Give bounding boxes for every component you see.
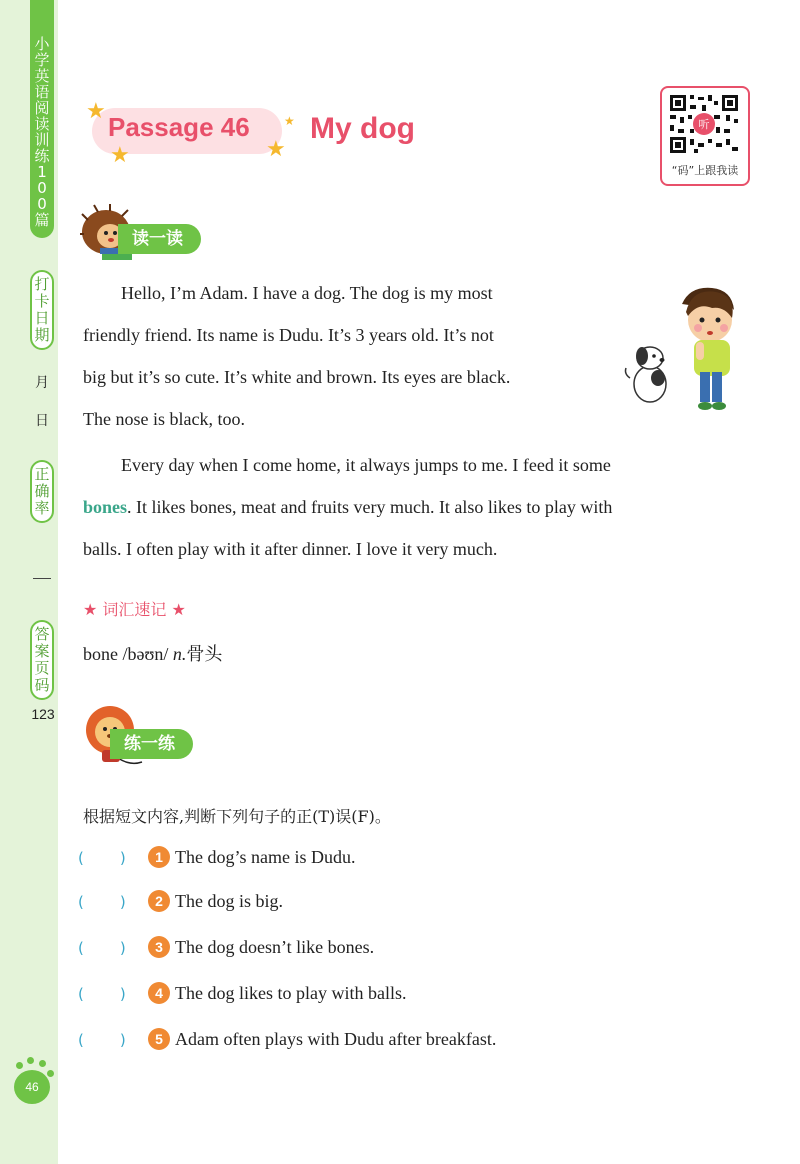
question-row <box>78 842 355 872</box>
question-number: 2 <box>148 890 170 912</box>
listen-badge: 听 <box>698 118 710 131</box>
vocab-entry <box>83 640 222 666</box>
accuracy-label <box>30 460 54 523</box>
passage-number: Passage 46 <box>108 112 250 142</box>
question-number: 5 <box>148 1028 170 1050</box>
answer-blank[interactable]: ( ) <box>78 985 126 1003</box>
vocab-heading: ★ 词汇速记 ★ <box>83 600 186 619</box>
paragraph-line: balls. I often play with it after dinner. I love it very much. <box>83 539 498 559</box>
question-text: The dog doesn’t like bones. <box>175 937 375 957</box>
answer-page-label <box>30 620 54 700</box>
question-row <box>78 932 374 962</box>
book-title-char: 读 <box>34 115 50 133</box>
vocab-part-of-speech: n. <box>172 644 187 664</box>
question-text: The dog’s name is Dudu. <box>175 847 356 867</box>
checkin-char: 期 <box>34 326 50 344</box>
passage-title: My dog <box>310 112 415 145</box>
read-section-tag: 读一读 <box>118 224 201 254</box>
accuracy-blank-line <box>33 578 51 579</box>
paw-toe-4 <box>47 1070 54 1077</box>
paragraph-text: . It likes bones, meat and fruits very much. It also likes to play with <box>127 497 613 517</box>
passage-header <box>86 100 506 170</box>
boy-with-dog-illustration <box>620 282 750 422</box>
paragraph-line <box>83 486 748 528</box>
book-title-char: 1 <box>37 163 47 181</box>
vocab-keyword: bones <box>83 497 128 517</box>
passage-paragraph-1 <box>83 272 613 440</box>
question-number: 4 <box>148 982 170 1004</box>
paragraph-line: friendly friend. Its name is Dudu. It’s 3 years old. It’s not <box>83 325 494 345</box>
answer-page-char: 页 <box>34 659 50 677</box>
passage-paragraph-2 <box>83 444 748 570</box>
practice-section-tag: 练一练 <box>110 729 193 759</box>
question-number: 3 <box>148 936 170 958</box>
paw-toe-1 <box>16 1062 23 1069</box>
month-label: 月 <box>35 375 49 391</box>
book-title-char: 0 <box>37 195 47 213</box>
answer-page-char: 码 <box>34 676 50 694</box>
star-icon: ★ <box>110 142 130 167</box>
checkin-char: 卡 <box>34 292 50 310</box>
checkin-char: 日 <box>34 309 50 327</box>
book-title-char: 语 <box>34 83 50 101</box>
sidebar <box>0 0 58 1164</box>
question-row <box>78 978 406 1008</box>
question-text: The dog likes to play with balls. <box>175 983 407 1003</box>
answer-blank[interactable]: ( ) <box>78 939 126 957</box>
accuracy-char: 正 <box>34 465 50 483</box>
star-icon: ★ <box>284 114 295 128</box>
paragraph-line: Every day when I come home, it always jumps to me. I feed it some <box>121 455 611 475</box>
accuracy-char: 率 <box>34 499 50 517</box>
checkin-char: 打 <box>34 275 50 293</box>
paw-toe-3 <box>39 1060 46 1067</box>
star-icon: ★ <box>266 136 286 161</box>
question-text: The dog is big. <box>175 891 283 911</box>
question-row <box>78 886 283 916</box>
day-label: 日 <box>35 413 49 429</box>
answer-blank[interactable]: ( ) <box>78 849 126 867</box>
paragraph-line: big but it’s so cute. It’s white and brown. Its eyes are black. <box>83 367 511 387</box>
vocab-phonetic: /bəʊn/ <box>122 644 169 664</box>
paw-toe-2 <box>27 1057 34 1064</box>
question-row <box>78 1024 496 1054</box>
vocab-word: bone <box>83 644 118 664</box>
qr-code-icon <box>668 93 740 155</box>
book-title-char: 训 <box>34 131 50 149</box>
book-title-char: 篇 <box>34 211 50 229</box>
question-number: 1 <box>148 846 170 868</box>
page-number: 46 <box>14 1070 50 1104</box>
answer-page-char: 案 <box>34 642 50 660</box>
practice-instruction: 根据短文内容,判断下列句子的正(T)误(F)。 <box>83 807 391 826</box>
qr-caption: “码”上跟我读 <box>671 164 739 177</box>
accuracy-char: 确 <box>34 482 50 500</box>
book-title-char: 英 <box>34 67 50 85</box>
answer-blank[interactable]: ( ) <box>78 893 126 911</box>
book-title-char: 学 <box>34 51 50 69</box>
book-title-char: 0 <box>37 179 47 197</box>
paragraph-line: The nose is black, too. <box>83 409 245 429</box>
answer-blank[interactable]: ( ) <box>78 1031 126 1049</box>
checkin-date-label <box>30 270 54 350</box>
star-icon: ★ <box>86 98 106 123</box>
book-title-char: 小 <box>34 35 50 53</box>
answer-page-number: 123 <box>31 706 55 722</box>
book-title-char: 阅 <box>34 99 50 117</box>
answer-page-char: 答 <box>34 625 50 643</box>
book-title-tab <box>30 0 54 238</box>
question-text: Adam often plays with Dudu after breakfast. <box>175 1029 497 1049</box>
vocab-meaning: 骨头 <box>186 644 223 664</box>
book-title-char: 练 <box>34 147 50 165</box>
paragraph-line: Hello, I’m Adam. I have a dog. The dog is my most <box>121 283 493 303</box>
qr-code-box[interactable] <box>660 86 750 186</box>
